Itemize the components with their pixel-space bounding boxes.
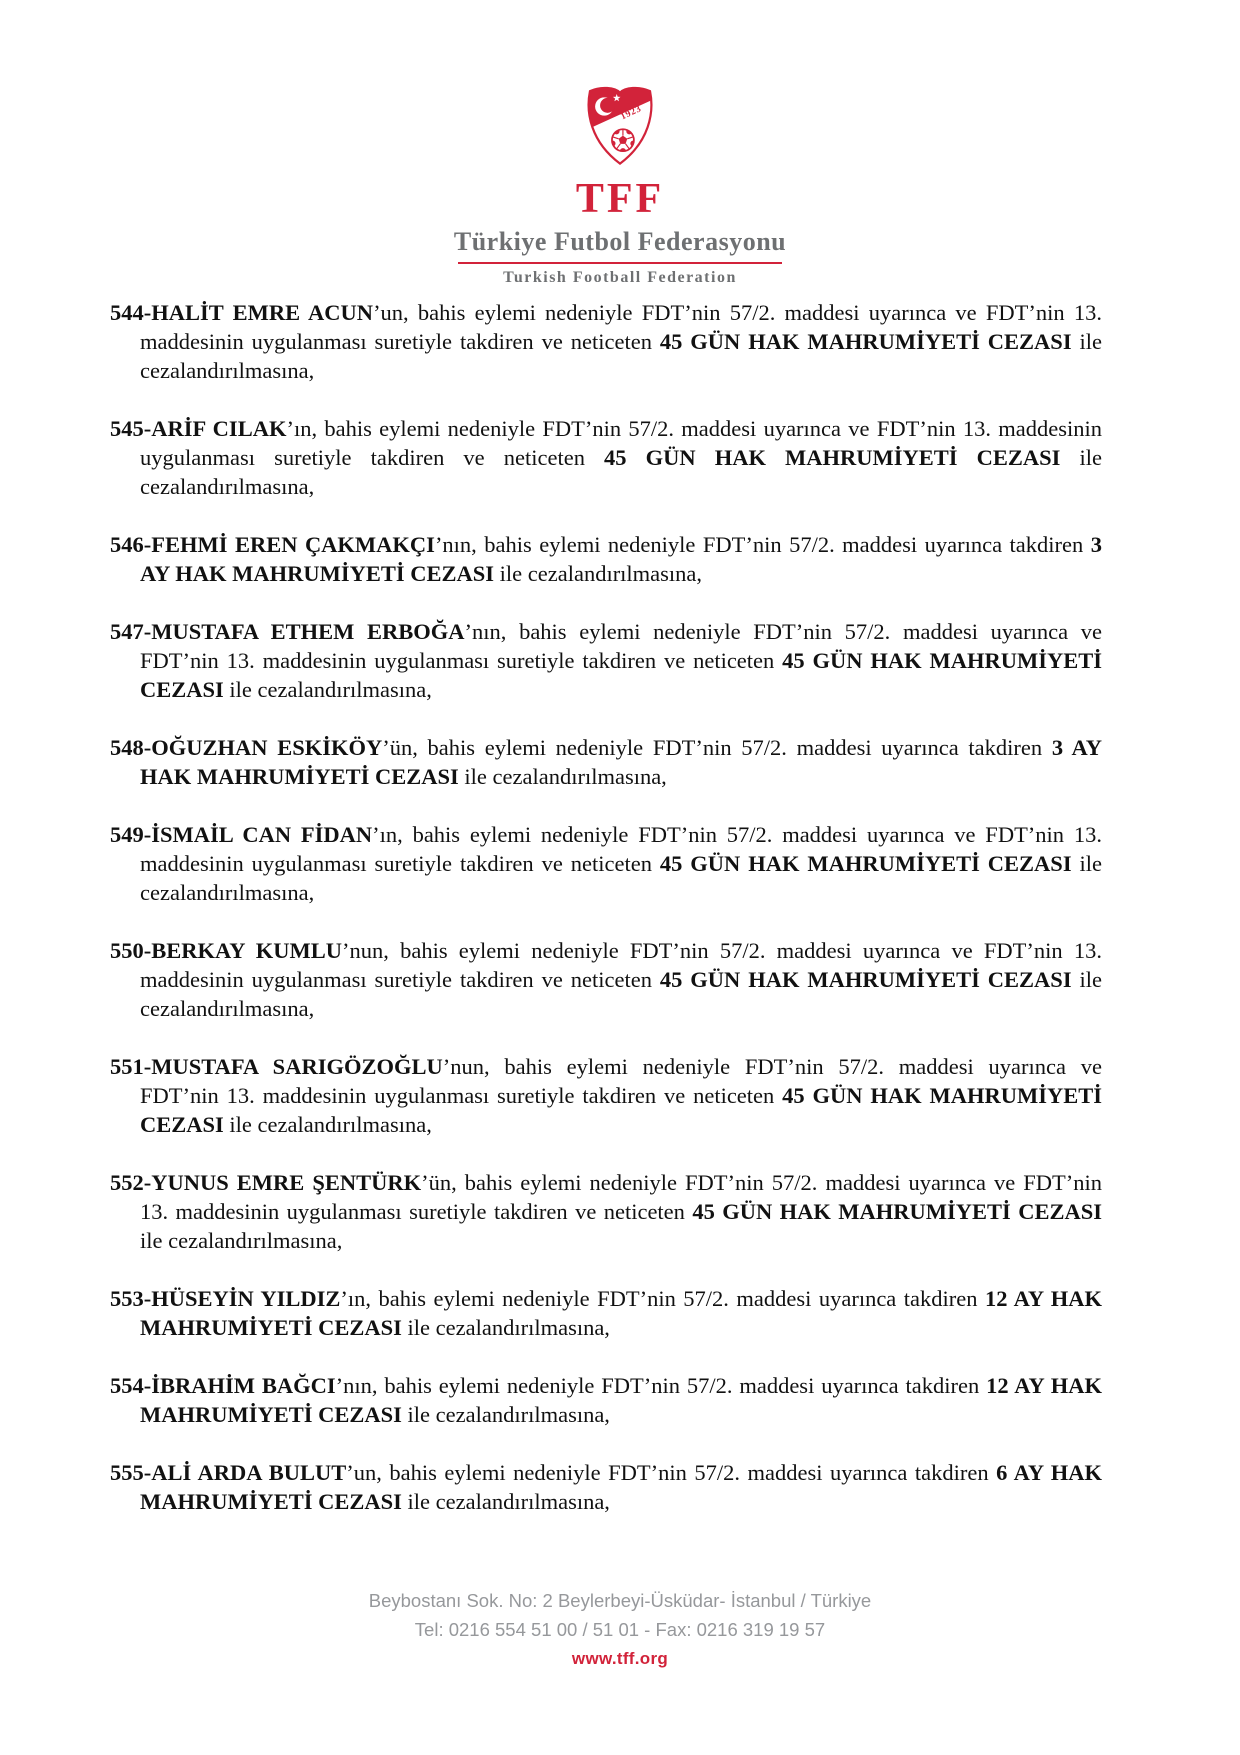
page-footer <box>0 1586 1240 1673</box>
player-name: 555-ALİ ARDA BULUT <box>110 1460 347 1485</box>
decision-text: ’un, bahis eylemi nedeniyle FDT’nin 57/2. maddesi uyarınca ve FDT’nin 13. maddesinin uygulanması suretiyle takdiren ve neticeten <box>140 300 1102 354</box>
decision-item <box>110 530 1102 588</box>
footer-website-link[interactable]: www.tff.org <box>571 1649 669 1668</box>
tff-crest-logo <box>583 86 657 168</box>
decision-item <box>110 1052 1102 1139</box>
decision-text: ’nun, bahis eylemi nedeniyle FDT’nin 57/2. maddesi uyarınca ve FDT’nin 13. maddesinin uygulanması suretiyle takdiren ve neticeten <box>140 938 1102 992</box>
decision-tail: ile cezalandırılmasına, <box>140 329 1103 383</box>
decision-item <box>110 1284 1102 1342</box>
penalty-text: 45 GÜN HAK MAHRUMİYETİ CEZASI <box>659 329 1072 354</box>
penalty-text: 45 GÜN HAK MAHRUMİYETİ CEZASI <box>604 445 1061 470</box>
decision-text: ’ın, bahis eylemi nedeniyle FDT’nin 57/2. maddesi uyarınca ve FDT’nin 13. maddesinin uygulanması suretiyle takdiren ve neticeten <box>140 822 1102 876</box>
penalty-text: 45 GÜN HAK MAHRUMİYETİ CEZASI <box>692 1199 1102 1224</box>
decision-tail: ile cezalandırılmasına, <box>223 1112 432 1137</box>
founding-year-label: 1923 <box>619 104 644 123</box>
penalty-text: 45 GÜN HAK MAHRUMİYETİ CEZASI <box>659 851 1072 876</box>
penalty-text: 3 AY HAK MAHRUMİYETİ CEZASI <box>140 735 1102 789</box>
decision-list <box>110 298 1102 1516</box>
decision-tail: ile cezalandırılmasına, <box>494 561 703 586</box>
org-name-english: Turkish Football Federation <box>503 269 737 286</box>
player-name: 547-MUSTAFA ETHEM ERBOĞA <box>110 619 465 644</box>
player-name: 549-İSMAİL CAN FİDAN <box>110 822 373 847</box>
decision-item <box>110 1458 1102 1516</box>
decision-text: ’nın, bahis eylemi nedeniyle FDT’nin 57/2. maddesi uyarınca takdiren <box>434 532 1091 557</box>
decision-tail: ile cezalandırılmasına, <box>401 1402 610 1427</box>
decision-tail: ile cezalandırılmasına, <box>223 677 432 702</box>
decision-text: ’ın, bahis eylemi nedeniyle FDT’nin 57/2. maddesi uyarınca ve FDT’nin 13. maddesinin uygulanması suretiyle takdiren ve neticeten <box>140 416 1102 470</box>
decision-text: ’ın, bahis eylemi nedeniyle FDT’nin 57/2. maddesi uyarınca takdiren <box>340 1286 985 1311</box>
penalty-text: 12 AY HAK MAHRUMİYETİ CEZASI <box>140 1286 1102 1340</box>
player-name: 544-HALİT EMRE ACUN <box>110 300 374 325</box>
org-name-turkish: Türkiye Futbol Federasyonu <box>453 227 787 256</box>
player-name: 554-İBRAHİM BAĞCI <box>110 1373 336 1398</box>
penalty-text: 6 AY HAK MAHRUMİYETİ CEZASI <box>140 1460 1102 1514</box>
penalty-text: 3 AY HAK MAHRUMİYETİ CEZASI <box>140 532 1102 586</box>
footer-address: Beybostanı Sok. No: 2 Beylerbeyi-Üsküdar- İstanbul / Türkiye <box>368 1590 872 1611</box>
decision-item <box>110 298 1102 385</box>
decision-tail: ile cezalandırılmasına, <box>458 764 667 789</box>
penalty-text: 45 GÜN HAK MAHRUMİYETİ CEZASI <box>659 967 1072 992</box>
decision-item <box>110 936 1102 1023</box>
penalty-text: 12 AY HAK MAHRUMİYETİ CEZASI <box>140 1373 1102 1427</box>
decision-item <box>110 1371 1102 1429</box>
decision-tail: ile cezalandırılmasına, <box>140 445 1102 499</box>
decision-text: ’nun, bahis eylemi nedeniyle FDT’nin 57/2. maddesi uyarınca ve FDT’nin 13. maddesinin uygulanması suretiyle takdiren ve neticeten <box>140 1054 1102 1108</box>
decision-text: ’ün, bahis eylemi nedeniyle FDT’nin 57/2. maddesi uyarınca ve FDT’nin 13. maddesinin uygulanması suretiyle takdiren ve neticeten <box>140 1170 1102 1224</box>
player-name: 551-MUSTAFA SARIGÖZOĞLU <box>110 1054 443 1079</box>
decision-item <box>110 820 1102 907</box>
decision-tail: ile cezalandırılmasına, <box>140 967 1103 1021</box>
brand-title: TFF <box>575 176 665 222</box>
decision-text: ’un, bahis eylemi nedeniyle FDT’nin 57/2. maddesi uyarınca takdiren <box>346 1460 997 1485</box>
footer-phone-fax: Tel: 0216 554 51 00 / 51 01 - Fax: 0216 319 19 57 <box>414 1619 826 1640</box>
player-name: 552-YUNUS EMRE ŞENTÜRK <box>110 1170 422 1195</box>
player-name: 548-OĞUZHAN ESKİKÖY <box>110 735 383 760</box>
decision-tail: ile cezalandırılmasına, <box>401 1489 610 1514</box>
decision-tail: ile cezalandırılmasına, <box>140 1228 343 1253</box>
tff-letterhead <box>0 0 1240 286</box>
decision-item <box>110 1168 1102 1255</box>
decision-tail: ile cezalandırılmasına, <box>401 1315 610 1340</box>
decision-item <box>110 617 1102 704</box>
decision-text: ’ün, bahis eylemi nedeniyle FDT’nin 57/2. maddesi uyarınca takdiren <box>382 735 1052 760</box>
player-name: 545-ARİF CILAK <box>110 416 287 441</box>
decision-item <box>110 414 1102 501</box>
player-name: 550-BERKAY KUMLU <box>110 938 343 963</box>
decision-text: ’nın, bahis eylemi nedeniyle FDT’nin 57/2. maddesi uyarınca takdiren <box>335 1373 987 1398</box>
header-divider <box>458 262 782 264</box>
player-name: 553-HÜSEYİN YILDIZ <box>110 1286 341 1311</box>
penalty-text: 45 GÜN HAK MAHRUMİYETİ CEZASI <box>140 1083 1102 1137</box>
penalty-text: 45 GÜN HAK MAHRUMİYETİ CEZASI <box>140 648 1102 702</box>
player-name: 546-FEHMİ EREN ÇAKMAKÇI <box>110 532 435 557</box>
decision-tail: ile cezalandırılmasına, <box>140 851 1103 905</box>
decision-text: ’nın, bahis eylemi nedeniyle FDT’nin 57/2. maddesi uyarınca ve FDT’nin 13. maddesinin uygulanması suretiyle takdiren ve neticeten <box>140 619 1102 673</box>
decision-item <box>110 733 1102 791</box>
